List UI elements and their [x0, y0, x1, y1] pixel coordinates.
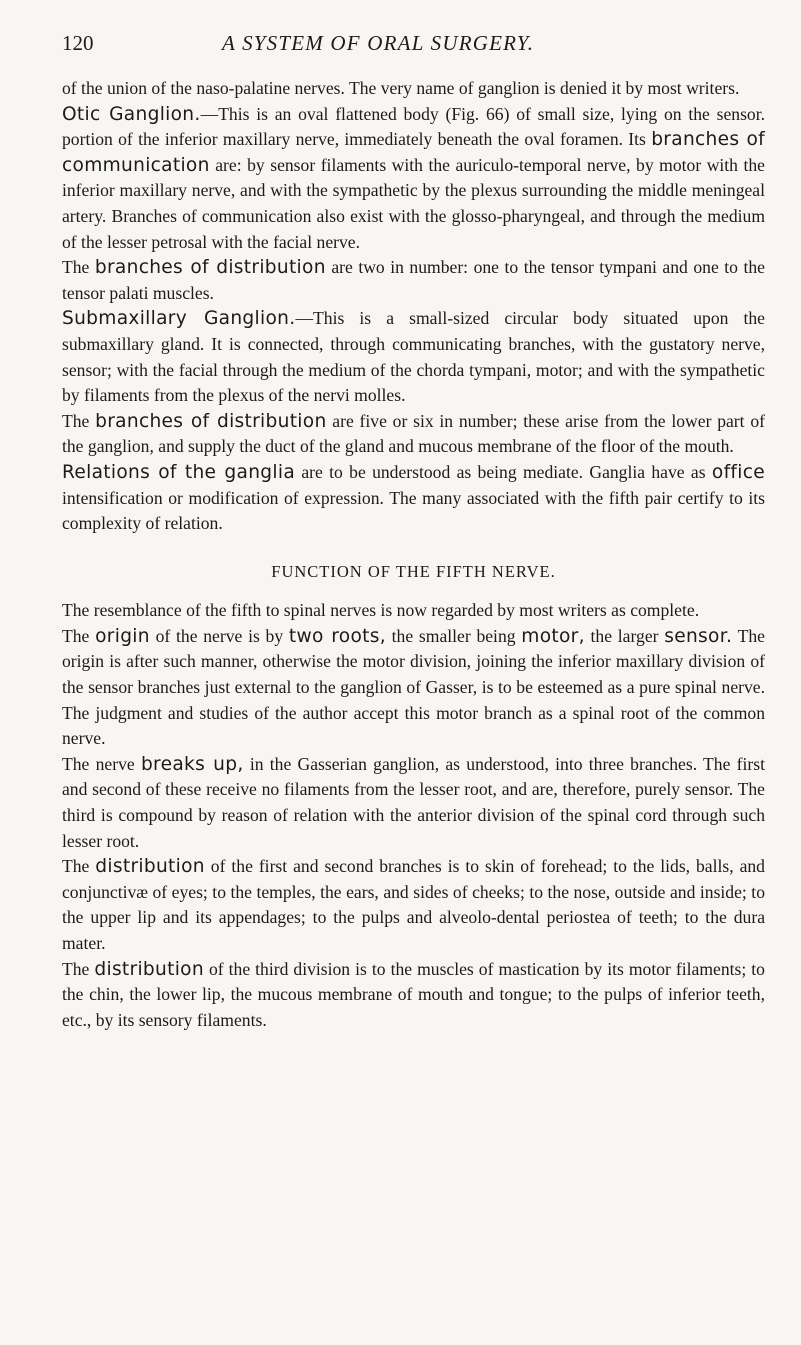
emphasized-term: distribution [95, 856, 205, 878]
emphasized-term: branches of communication [62, 129, 765, 176]
paragraph-group-function [62, 598, 765, 1033]
text-run: The resemblance of the fifth to spinal nerves is now regarded by most writers as complete. [62, 600, 700, 621]
text-run: The origin is after such manner, otherwise the motor division, joining the inferior maxillary division of the sensor branches just external to the ganglion of Gasser, is to be esteemed as a pure spinal nerve. The judgment and studies of the author accept this motor branch as a spinal root of the common nerve. [62, 625, 765, 749]
text-run: —This is a small-sized circular body situated upon the submaxillary gland. It is connected, through communicating branches, with the gustatory nerve, sensor; with the facial through the medium of the chorda tympani, motor; and with the sympathetic by filaments from the plexus of the nervi molles. [62, 308, 765, 406]
paragraph [62, 598, 765, 624]
emphasized-term: Otic Ganglion. [62, 103, 201, 125]
emphasized-term: two roots, [288, 625, 386, 647]
text-run: are two in number: one to the tensor tympani and one to the tensor palati muscles. [62, 257, 765, 303]
paragraph [62, 854, 765, 956]
emphasized-term: office [711, 461, 765, 483]
paragraph [62, 624, 765, 752]
section-heading: FUNCTION OF THE FIFTH NERVE. [271, 561, 556, 581]
text-run: The [62, 410, 96, 431]
running-head [62, 30, 765, 56]
paragraph [62, 102, 765, 256]
emphasized-term: distribution [94, 958, 204, 980]
text-run: The [62, 257, 95, 278]
text-run: are to be understood as being mediate. Ganglia have as [295, 461, 712, 482]
text-run: the smaller being [385, 625, 522, 646]
page-number: 120 [62, 31, 94, 55]
emphasized-term: Submaxillary Ganglion. [62, 308, 296, 330]
emphasized-term: branches of distribution [94, 257, 326, 279]
text-run: of the nerve is by [149, 625, 289, 646]
paragraph [62, 460, 765, 537]
text-run: —This is an oval flattened body (Fig. 66) of small size, lying on the sensor. portion of the inferior maxillary nerve, immediately beneath the oval foramen. Its [62, 103, 765, 150]
text-run: The [62, 856, 96, 877]
text-run: of the third division is to the muscles of mastication by its motor filaments; to the chin, the lower lip, the mucous membrane of mouth and tongue; to the pulps of inferior teeth, etc., by its sensory filaments. [62, 958, 765, 1030]
text-run: The nerve [62, 753, 141, 774]
paragraph-group-ganglia [62, 76, 765, 537]
emphasized-term: branches of distribution [95, 410, 327, 432]
text-run: of the first and second branches is to skin of forehead; to the lids, balls, and conjunctivæ of eyes; to the temples, the ears, and sides of cheeks; to the nose, outside and inside; to the upper lip and its appendages; to the pulps and alveolo-dental periostea of teeth; to the dura mater. [62, 856, 765, 953]
paragraph [62, 409, 765, 460]
text-run: of the union of the naso-palatine nerves. The very name of ganglion is denied it by most writers. [62, 78, 740, 98]
emphasized-term: motor, [521, 625, 585, 647]
paragraph [62, 255, 765, 306]
text-run: are five or six in number; these arise from the lower part of the ganglion, and supply the duct of the gland and mucous membrane of the floor of the mouth. [62, 410, 765, 457]
text-run: The [62, 958, 95, 979]
paragraph [62, 957, 765, 1034]
emphasized-term: origin [95, 625, 150, 647]
body-text [62, 76, 765, 1033]
text-run: intensification or modification of expression. The many associated with the fifth pair certify to its complexity of relation. [62, 487, 765, 534]
text-run: are: by sensor filaments with the auriculo-temporal nerve, by motor with the inferior maxillary nerve, and with the sympathetic by the plexus surrounding the middle meningeal artery. Branches of communication also exist with the glosso-pharyngeal, and through the medium of the lesser petrosal with the facial nerve. [62, 154, 765, 252]
emphasized-term: breaks up, [140, 753, 244, 775]
running-title: A SYSTEM OF ORAL SURGERY. [222, 31, 535, 55]
emphasized-term: Relations of the ganglia [62, 461, 296, 483]
text-run: The [62, 625, 96, 646]
paragraph [62, 752, 765, 854]
text-run: the larger [584, 625, 665, 646]
paragraph [62, 306, 765, 408]
paragraph [62, 76, 765, 102]
emphasized-term: sensor. [664, 625, 733, 647]
text-run: in the Gasserian ganglion, as understood, into three branches. The first and second of these receive no filaments from the lesser root, and are, therefore, purely sensor. The third is compound by reason of relation with the anterior division of the spinal cord through such lesser root. [62, 753, 765, 851]
